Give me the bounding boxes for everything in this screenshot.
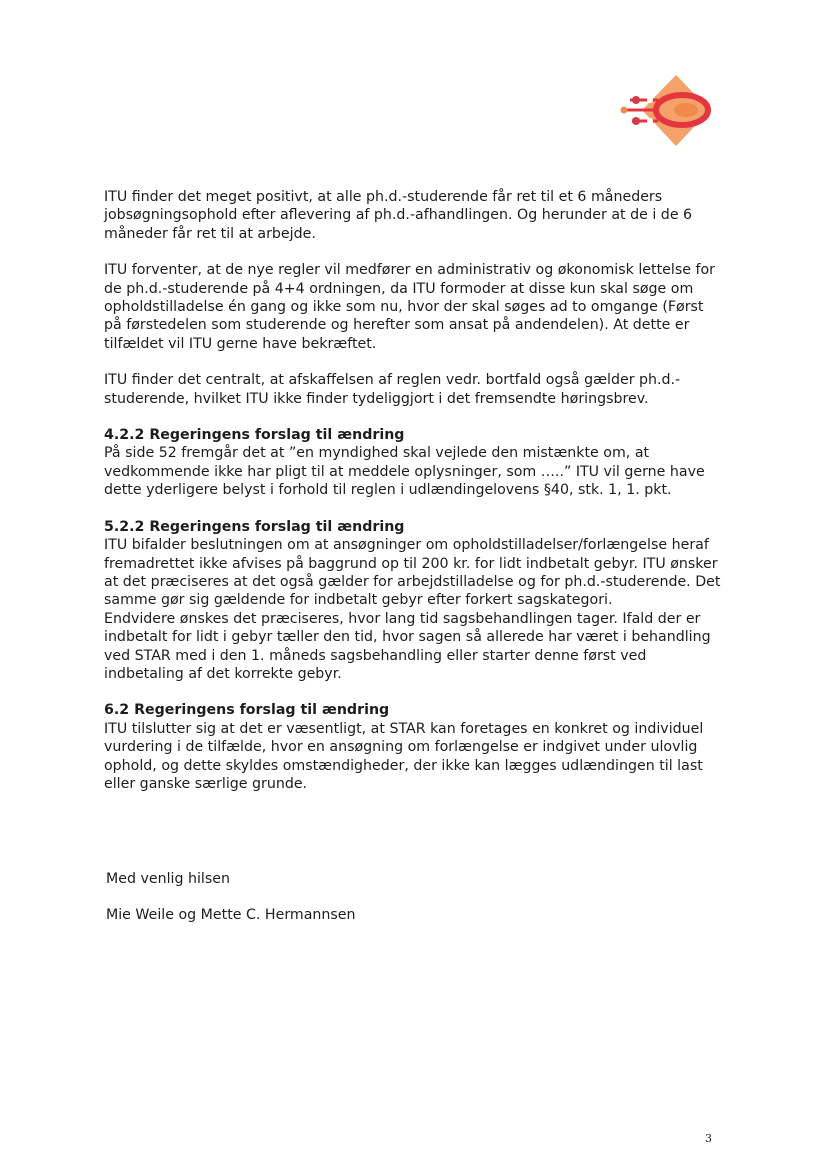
section-paragraph: ITU tilslutter sig at det er væsentligt, at STAR kan foretages en konkret og individuel vurdering i de tilfælde, hvor en ansøgning om forlængelse er indgivet under ulovlig ophold, og dette skyldes omstændigheder, der ikke kan lægges udlændingen til last eller ganske særlige grunde. <box>104 720 704 792</box>
section-4-2-2 <box>104 426 724 500</box>
closing-greeting: Med venlig hilsen <box>106 871 230 887</box>
itu-logo-icon <box>612 72 722 152</box>
closing <box>106 870 356 925</box>
section-6-2 <box>104 701 724 793</box>
section-heading: 4.2.2 Regeringens forslag til ændring <box>104 427 405 444</box>
section-heading: 6.2 Regeringens forslag til ændring <box>104 702 390 719</box>
body-paragraph: ITU forventer, at de nye regler vil medfører en administrativ og økonomisk lettelse for de ph.d.-studerende på 4+4 ordningen, da ITU formoder at disse kun skal søge om opholdstilladelse én gang og ikke som nu, hvor der skal søges ad to omgange (Først på førstedelen som studerende og herefter som ansat på andendelen). At dette er tilfældet vil ITU gerne have bekræftet. <box>104 262 715 352</box>
signatories: Mie Weile og Mette C. Hermannsen <box>106 907 356 924</box>
section-paragraph: På side 52 fremgår det at ”en myndighed skal vejlede den mistænkte om, at vedkommende ikke har pligt til at meddele oplysninger, som …..” ITU vil gerne have dette yderligere belyst i forhold til reglen i udlændingelovens §40, stk. 1, 1. pkt. <box>104 445 705 499</box>
section-5-2-2 <box>104 518 724 684</box>
section-paragraph: Endvidere ønskes det præciseres, hvor lang tid sagsbehandlingen tager. Ifald der er indbetalt for lidt i gebyr tæller den tid, hvor sagen så allerede har været i behandling ved STAR med i den 1. måneds sagsbehandling eller starter denne først ved indbetaling af det korrekte gebyr. <box>104 610 711 682</box>
body-paragraph: ITU finder det centralt, at afskaffelsen af reglen vedr. bortfald også gælder ph.d.-studerende, hvilket ITU ikke finder tydeliggjort i det fremsendte høringsbrev. <box>104 372 681 407</box>
letter-body <box>104 188 724 811</box>
section-paragraph: ITU bifalder beslutningen om at ansøgninger om opholdstilladelser/forlængelse heraf fremadrettet ikke afvises på baggrund op til 200 kr. for lidt indbetalt gebyr. ITU ønsker at det præciseres at det også gælder for arbejdstilladelse og for ph.d.-studerende. Det samme gør sig gældende for indbetalt gebyr efter forkert sagskategori. <box>104 537 721 609</box>
section-heading: 5.2.2 Regeringens forslag til ændring <box>104 518 405 535</box>
page-number: 3 <box>705 1132 712 1145</box>
body-paragraph: ITU finder det meget positivt, at alle ph.d.-studerende får ret til et 6 måneders jobsøgningsophold efter aflevering af ph.d.-afhandlingen. Og herunder at de i de 6 måneder får ret til at arbejde. <box>104 189 693 242</box>
